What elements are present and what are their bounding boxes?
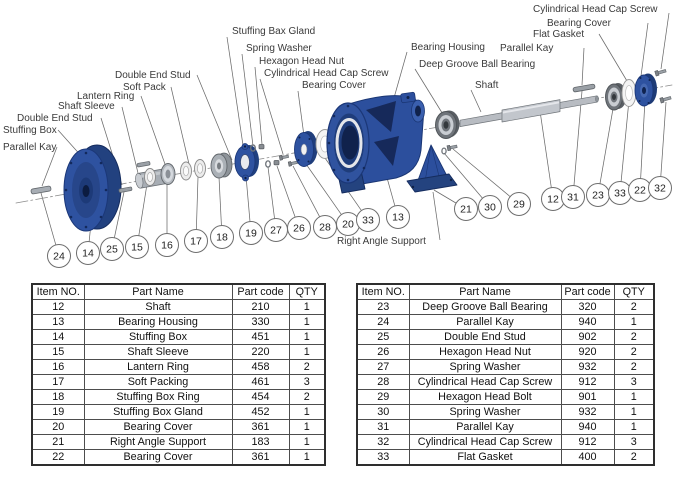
part-bearing-cover-front	[295, 131, 318, 167]
table-cell: Deep Groove Ball Bearing	[409, 300, 561, 315]
table-row	[357, 360, 654, 375]
label-leader-line	[141, 96, 166, 167]
label-leader-line	[433, 192, 440, 240]
callout-number: 31	[567, 191, 579, 204]
table-cell: Shaft Sleeve	[84, 345, 232, 360]
table-row	[32, 390, 325, 405]
callout-leader-line	[434, 190, 456, 203]
part-label: Parallel Kay	[500, 43, 554, 54]
table-cell: Hexagon Head Bolt	[409, 390, 561, 405]
table-cell: 14	[32, 330, 84, 345]
table-cell: 1	[289, 300, 325, 315]
table-cell: 21	[32, 435, 84, 450]
table-cell: 210	[232, 300, 289, 315]
table-cell: 20	[32, 420, 84, 435]
callout-leader-line	[41, 193, 56, 245]
column-header: Item NO.	[32, 284, 84, 300]
table-row	[32, 450, 325, 466]
table-row	[357, 405, 654, 420]
table-cell: 1	[614, 315, 654, 330]
label-leader-line	[471, 90, 481, 112]
callout-leader-line	[139, 184, 147, 236]
part-bearing-housing	[327, 92, 425, 193]
table-cell: 912	[561, 375, 614, 390]
table-cell: 400	[561, 450, 614, 466]
table-cell: Bearing Cover	[84, 450, 232, 466]
table-cell: 2	[614, 330, 654, 345]
table-row	[32, 375, 325, 390]
table-row	[32, 435, 325, 450]
part-label: Cylindrical Head Cap Screw	[533, 4, 658, 15]
table-cell: 1	[289, 420, 325, 435]
callout-leader-line	[246, 176, 250, 222]
part-label: Stuffing Box	[3, 125, 57, 136]
table-cell: 220	[232, 345, 289, 360]
table-cell: 461	[232, 375, 289, 390]
column-header: Part Name	[84, 284, 232, 300]
table-cell: 3	[614, 435, 654, 450]
table-cell: Bearing Housing	[84, 315, 232, 330]
callout-number: 15	[131, 241, 143, 254]
callout-leader-line	[621, 100, 629, 182]
table-row	[357, 435, 654, 450]
table-cell: 2	[614, 450, 654, 466]
table-row	[357, 450, 654, 466]
table-row	[32, 300, 325, 315]
column-header: Part code	[561, 284, 614, 300]
callout-number: 32	[654, 182, 666, 195]
callout-number: 20	[342, 218, 354, 231]
table-cell: Spring Washer	[409, 360, 561, 375]
table-cell: 902	[561, 330, 614, 345]
part-label: Cylindrical Head Cap Screw	[264, 68, 389, 79]
table-cell: 25	[357, 330, 409, 345]
callout-number: 12	[547, 193, 559, 206]
table-row	[357, 420, 654, 435]
table-cell: 1	[289, 315, 325, 330]
table-row	[357, 375, 654, 390]
table-row	[357, 330, 654, 345]
table-cell: 920	[561, 345, 614, 360]
table-cell: Stuffing Box Ring	[84, 390, 232, 405]
table-cell: 912	[561, 435, 614, 450]
table-cell: 17	[32, 375, 84, 390]
table-cell: 1	[614, 420, 654, 435]
table-cell: Stuffing Box Gland	[84, 405, 232, 420]
label-leader-line	[641, 23, 648, 76]
column-header: Part code	[232, 284, 289, 300]
table-cell: Lantern Ring	[84, 360, 232, 375]
table-cell: 33	[357, 450, 409, 466]
part-stuffing-box	[64, 145, 121, 231]
table-row	[32, 345, 325, 360]
table-cell: 3	[614, 375, 654, 390]
table-cell: 2	[614, 360, 654, 375]
label-leader-line	[661, 13, 669, 69]
callout-number: 22	[634, 184, 646, 197]
table-row	[357, 300, 654, 315]
parts-table	[356, 283, 655, 466]
callout-leader-line	[268, 167, 275, 219]
part-label: Double End Stud	[115, 70, 191, 81]
part-parallel-key-24	[31, 186, 52, 194]
table-cell: 12	[32, 300, 84, 315]
column-header: QTY	[614, 284, 654, 300]
table-cell: 361	[232, 450, 289, 466]
table-cell: 458	[232, 360, 289, 375]
parts-table-right	[356, 283, 653, 466]
part-label: Right Angle Support	[337, 236, 426, 247]
part-lantern-ring	[161, 164, 175, 185]
label-leader-line	[122, 107, 138, 173]
callout-leader-line	[453, 149, 510, 197]
table-cell: 19	[32, 405, 84, 420]
table-cell: 3	[289, 375, 325, 390]
callout-leader-line	[661, 102, 666, 177]
table-cell: Shaft	[84, 300, 232, 315]
callout-leader-line	[600, 103, 614, 184]
table-cell: 940	[561, 420, 614, 435]
table-cell: 454	[232, 390, 289, 405]
table-row	[357, 345, 654, 360]
part-label: Bearing Housing	[411, 42, 485, 53]
table-cell: Bearing Cover	[84, 420, 232, 435]
callout-number: 25	[106, 243, 118, 256]
callout-number: 30	[484, 201, 496, 214]
callout-number: 16	[161, 239, 173, 252]
table-cell: Flat Gasket	[409, 450, 561, 466]
table-row	[357, 315, 654, 330]
part-label: Bearing Cover	[302, 80, 366, 91]
part-label: Soft Pack	[123, 82, 166, 93]
table-cell: 2	[289, 390, 325, 405]
parts-table	[31, 283, 326, 466]
table-cell: 932	[561, 360, 614, 375]
part-label: Stuffing Bax Gland	[232, 26, 316, 37]
table-cell: 940	[561, 315, 614, 330]
label-leader-line	[197, 75, 232, 160]
table-cell: 330	[232, 315, 289, 330]
part-label: Lantern Ring	[77, 91, 135, 102]
table-cell: 18	[32, 390, 84, 405]
part-label: Shaft Sleeve	[58, 101, 115, 112]
callout-leader-line	[219, 177, 221, 226]
part-label: Spring Washer	[246, 43, 312, 54]
part-label: Parallel Kay	[3, 142, 57, 153]
callout-number: 28	[319, 221, 331, 234]
table-cell: 26	[357, 345, 409, 360]
table-cell: Hexagon Head Nut	[409, 345, 561, 360]
column-header: Part Name	[409, 284, 561, 300]
callout-number: 13	[392, 211, 404, 224]
table-cell: Parallel Kay	[409, 420, 561, 435]
part-bearing-cover-right	[635, 74, 657, 107]
callout-number: 17	[190, 235, 202, 248]
table-cell: Parallel Kay	[409, 315, 561, 330]
table-row	[32, 330, 325, 345]
part-flat-gasket-right	[622, 80, 636, 107]
callout-number: 21	[460, 203, 472, 216]
callout-number: 23	[592, 189, 604, 202]
table-cell: Cylindrical Head Cap Screw	[409, 375, 561, 390]
part-label: Bearing Cover	[547, 18, 611, 29]
table-cell: Cylindrical Head Cap Screw	[409, 435, 561, 450]
part-label: Shaft	[475, 80, 499, 91]
table-cell: 23	[357, 300, 409, 315]
table-cell: 13	[32, 315, 84, 330]
table-cell: 24	[357, 315, 409, 330]
label-leader-line	[255, 67, 262, 144]
callout-leader-line	[641, 100, 645, 179]
column-header: QTY	[289, 284, 325, 300]
callout-number: 33	[362, 214, 374, 227]
part-label: Flat Gasket	[533, 29, 585, 40]
table-cell: Right Angle Support	[84, 435, 232, 450]
table-cell: 1	[289, 435, 325, 450]
table-cell: 28	[357, 375, 409, 390]
label-leader-line	[298, 91, 304, 136]
table-cell: 361	[232, 420, 289, 435]
label-leader-line	[599, 34, 627, 81]
table-cell: 15	[32, 345, 84, 360]
callout-number: 29	[513, 198, 525, 211]
table-cell: 27	[357, 360, 409, 375]
table-row	[32, 405, 325, 420]
table-cell: 30	[357, 405, 409, 420]
table-row	[32, 420, 325, 435]
table-cell: 1	[289, 330, 325, 345]
table-cell: Spring Washer	[409, 405, 561, 420]
table-cell: 901	[561, 390, 614, 405]
table-cell: 1	[614, 405, 654, 420]
label-leader-line	[260, 79, 283, 154]
part-ball-bearing-left	[436, 111, 460, 139]
table-header-row	[357, 284, 654, 300]
table-cell: 932	[561, 405, 614, 420]
table-row	[32, 360, 325, 375]
table-row	[357, 390, 654, 405]
callout-number: 19	[245, 227, 257, 240]
callout-leader-line	[196, 177, 198, 230]
table-cell: Stuffing Box	[84, 330, 232, 345]
part-support-bolts	[442, 144, 458, 154]
label-leader-line	[242, 54, 253, 146]
table-row	[32, 315, 325, 330]
table-cell: 29	[357, 390, 409, 405]
table-cell: 31	[357, 420, 409, 435]
part-parallel-key-31	[573, 84, 595, 92]
callout-leader-line	[293, 166, 320, 217]
callout-number: 33	[614, 187, 626, 200]
table-cell: 32	[357, 435, 409, 450]
callout-number: 18	[216, 231, 228, 244]
table-cell: 183	[232, 435, 289, 450]
callout-number: 24	[53, 250, 65, 263]
table-cell: 451	[232, 330, 289, 345]
part-label: Hexagon Head Nut	[259, 56, 345, 67]
table-cell: 1	[289, 405, 325, 420]
table-cell: 16	[32, 360, 84, 375]
label-leader-line	[171, 87, 189, 164]
table-cell: Soft Packing	[84, 375, 232, 390]
part-stuffing-box-ring	[211, 153, 232, 178]
table-cell: 452	[232, 405, 289, 420]
table-cell: 22	[32, 450, 84, 466]
callout-number: 27	[270, 224, 282, 237]
part-label: Deep Groove Ball Bearing	[419, 59, 536, 70]
table-header-row	[32, 284, 325, 300]
table-cell: 320	[561, 300, 614, 315]
table-cell: Double End Stud	[409, 330, 561, 345]
parts-table-left	[31, 283, 324, 466]
callout-number: 26	[293, 222, 305, 235]
column-header: Item NO.	[357, 284, 409, 300]
table-cell: 1	[289, 345, 325, 360]
table-cell: 1	[614, 390, 654, 405]
table-cell: 2	[614, 300, 654, 315]
label-leader-line	[227, 37, 244, 152]
callout-leader-line	[277, 166, 295, 217]
callout-number: 14	[82, 247, 94, 260]
table-cell: 1	[289, 450, 325, 466]
part-label: Double End Stud	[17, 113, 93, 124]
table-cell: 2	[289, 360, 325, 375]
label-leader-line	[582, 48, 584, 85]
table-cell: 2	[614, 345, 654, 360]
callout-leader-line	[540, 111, 551, 188]
